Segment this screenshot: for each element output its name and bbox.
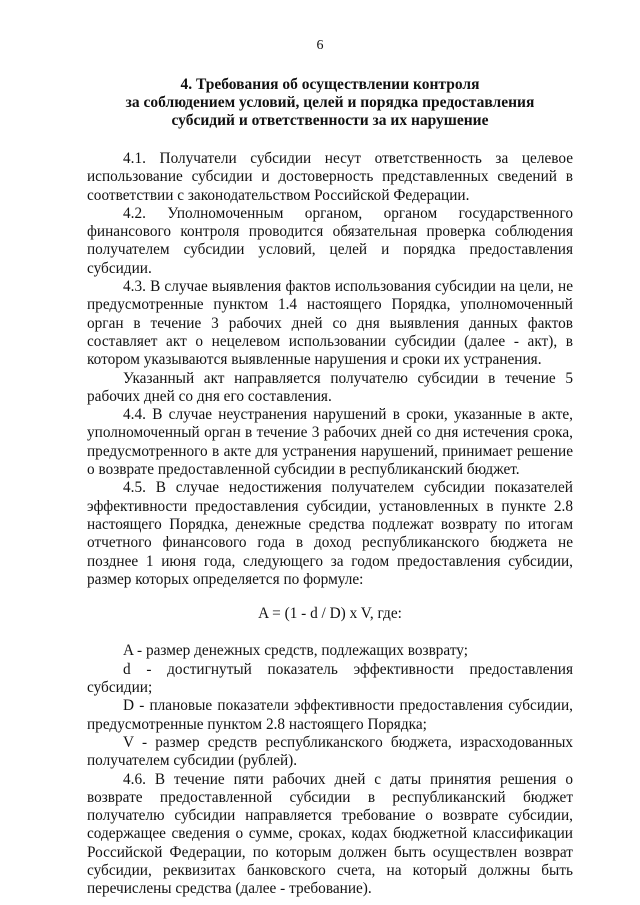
paragraph-act-notice: Указанный акт направляется получателю субсидии в течение 5 рабочих дней со дня его составления. — [87, 369, 573, 405]
paragraph-4-3: 4.3. В случае выявления фактов использования субсидии на цели, не предусмотренные пунктом 1.4 настоящего Порядка, уполномоченный орган в течение 3 рабочих дней со дня выявления данных фактов составляет акт о нецелевом использовании субсидии (далее - акт), в котором указываются выявленные нарушения и сроки их устранения. — [87, 278, 573, 369]
definition-d-large: D - плановые показатели эффективности предоставления субсидии, предусмотренные пунктом 2.8 настоящего Порядка; — [87, 697, 573, 733]
document-body — [87, 150, 573, 899]
formula: A = (1 - d / D) x V, где: — [258, 605, 402, 623]
definition-d-small: d - достигнутый показатель эффективности предоставления субсидии; — [87, 660, 573, 697]
section-title-line: 4. Требования об осуществлении контроля — [180, 76, 480, 93]
paragraph-4-6: 4.6. В течение пяти рабочих дней с даты принятия решения о возврате предоставленной субсидии в республиканский бюджет получателю субсидии направляется требование о возврате субсидии, содержащее сведения о сумме, сроках, кодах бюджетной классификации Российской Федерации, по которым должен быть осуществлен возврат субсидии, реквизитах банковского счета, на который должны быть перечислены средства (далее - требование). — [87, 770, 573, 898]
paragraph-4-2: 4.2. Уполномоченным органом, органом государственного финансового контроля проводится обязательная проверка соблюдения получателем субсидии условий, целей и порядка предоставления субсидии. — [87, 204, 573, 277]
definition-a: A - размер денежных средств, подлежащих возврату; — [123, 642, 469, 660]
section-title-line: субсидий и ответственности за их нарушение — [171, 112, 489, 129]
definition-v: V - размер средств республиканского бюджета, израсходованных получателем субсидии (рублей). — [87, 733, 573, 770]
paragraph-4-4: 4.4. В случае неустранения нарушений в сроки, указанные в акте, уполномоченный орган в течение 3 рабочих дней со дня истечения срока, предусмотренного в акте для устранения нарушений, принимает решение о возврате предоставленной субсидии в республиканский бюджет. — [87, 406, 573, 479]
page-number: 6 — [316, 38, 324, 53]
paragraph-4-1: 4.1. Получатели субсидии несут ответственность за целевое использование субсидии и достоверность представленных сведений в соответствии с законодательством Российской Федерации. — [87, 150, 573, 204]
section-title-line: за соблюдением условий, целей и порядка предоставления — [125, 94, 535, 111]
section-title — [80, 76, 580, 130]
paragraph-4-5: 4.5. В случае недостижения получателем субсидии показателей эффективности предоставления субсидии, установленных в пункте 2.8 настоящего Порядка, денежные средства подлежат возврату по итогам отчетного финансового года в доход республиканского бюджета не позднее 1 июня года, следующего за годом предоставления субсидии, размер которых определяется по формуле: — [87, 479, 573, 588]
